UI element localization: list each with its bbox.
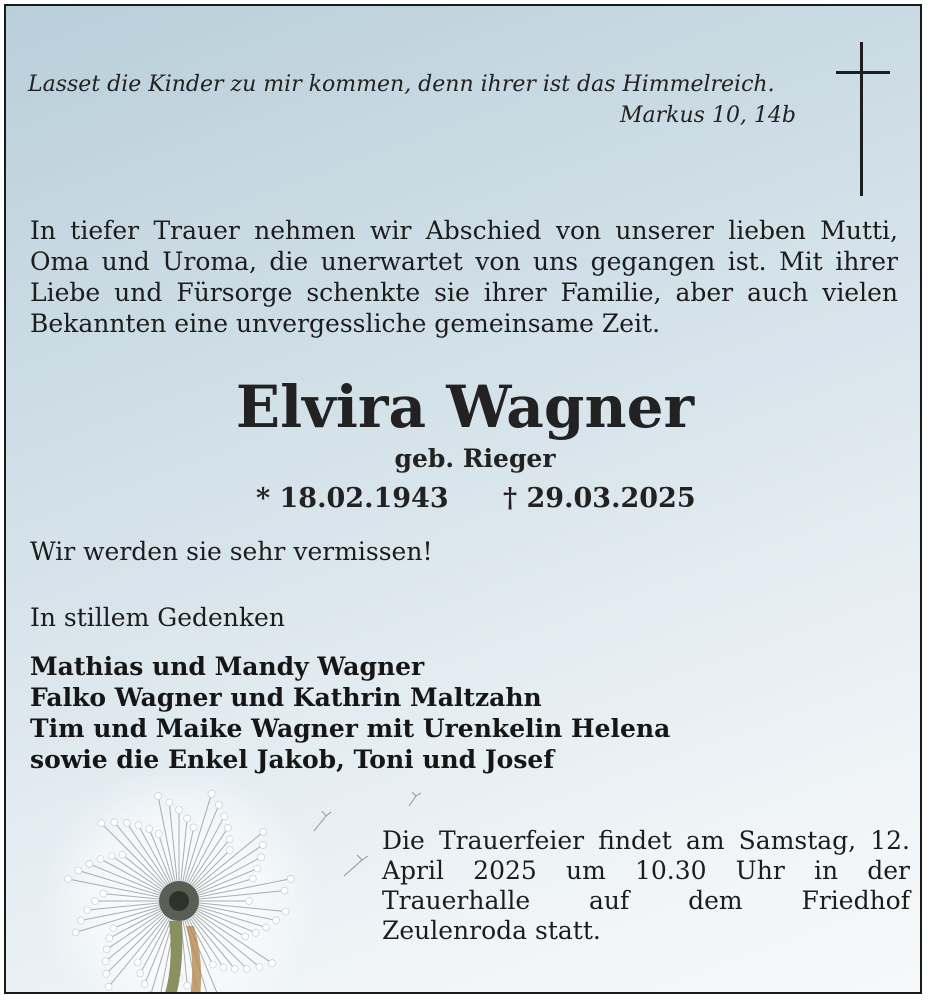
closing-line: Wir werden sie sehr vermissen! xyxy=(30,537,433,566)
dandelion-seed-tuft xyxy=(281,887,288,894)
dandelion-seed-tuft xyxy=(282,908,289,915)
dandelion-seed-tuft xyxy=(103,970,110,977)
mourning-intro: In tiefer Trauer nehmen wir Abschied von unserer lieben Mutti, Oma und Uroma, die unerwartet von uns gegangen ist. Mit ihrer Liebe und Fürsorge schenkte sie ihrer Familie, aber auch vielen Bekannten eine unvergessliche gemeinsame Zeit. xyxy=(30,216,898,338)
dandelion-seed-tuft xyxy=(103,946,110,953)
funeral-service-info: Die Trauerfeier findet am Samstag, 12. April 2025 um 10.30 Uhr in der Trauerhalle auf dem Friedhof Zeulenroda statt. xyxy=(382,826,910,945)
cross-icon xyxy=(834,42,890,196)
dandelion-seed-tuft xyxy=(77,917,84,924)
dandelion-seed-tuft xyxy=(231,966,238,973)
bible-verse-reference: Markus 10, 14b xyxy=(620,103,796,128)
dandelion-seed-tuft xyxy=(110,925,117,932)
dandelion-seed-tuft xyxy=(166,799,173,806)
dandelion-seed-tuft xyxy=(100,890,107,897)
bible-verse: Lasset die Kinder zu mir kommen, denn ihrer ist das Himmelreich. xyxy=(28,72,775,97)
mourner-line: Falko Wagner und Kathrin Maltzahn xyxy=(30,683,542,712)
dandelion-seed-tuft xyxy=(220,964,227,971)
dandelion-seed-tuft xyxy=(260,828,267,835)
mourner-line: Mathias und Mandy Wagner xyxy=(30,652,425,681)
mourner-list xyxy=(30,651,670,775)
dandelion-seed-tuft xyxy=(221,813,228,820)
dandelion-image xyxy=(14,776,434,994)
dandelion-seed-tuft xyxy=(243,965,250,972)
dandelion-seed-tuft xyxy=(84,907,91,914)
dandelion-seed-tuft xyxy=(135,822,142,829)
dandelion-seed-tuft xyxy=(215,801,222,808)
dandelion-seed-tuft xyxy=(75,867,82,874)
death-date: † 29.03.2025 xyxy=(503,483,696,514)
dandelion-seed-tuft xyxy=(134,959,141,966)
dandelion-seed-tuft xyxy=(92,898,99,905)
dandelion-seed-tuft xyxy=(258,854,265,861)
dandelion-seed-tuft xyxy=(263,924,270,931)
dandelion-seed-tuft xyxy=(155,831,162,838)
dandelion-seed-tuft xyxy=(256,964,263,971)
dandelion-seed-tuft xyxy=(86,860,93,867)
dandelion-seed-tuft xyxy=(209,961,216,968)
dandelion-seed-tuft xyxy=(260,841,267,848)
mourner-line: Tim und Maike Wagner mit Urenkelin Helena xyxy=(30,714,671,743)
dandelion-seed-tuft xyxy=(224,824,231,831)
dandelion-seed-tuft xyxy=(119,851,126,858)
dandelion-seed-tuft xyxy=(105,983,112,990)
dandelion-seed-tuft xyxy=(98,820,105,827)
dandelion-seed-tuft xyxy=(273,917,280,924)
dandelion-seed-tuft xyxy=(137,970,144,977)
dandelion-seed-tuft xyxy=(106,935,113,942)
dandelion-seed-tuft xyxy=(108,853,115,860)
birth-date: * 18.02.1943 xyxy=(256,483,449,514)
mourner-line: sowie die Enkel Jakob, Toni und Josef xyxy=(30,745,555,774)
birth-name: geb. Rieger xyxy=(394,444,556,473)
dandelion-seed-tuft xyxy=(269,960,276,967)
dandelion-seed-tuft xyxy=(287,875,294,882)
dandelion-seed-tuft xyxy=(123,819,130,826)
obituary-notice xyxy=(4,4,922,994)
dandelion-seed-tuft xyxy=(65,876,72,883)
dandelion-seed-tuft xyxy=(155,793,162,800)
dandelion-seed-tuft xyxy=(176,807,183,814)
dandelion-seed-tuft xyxy=(111,819,118,826)
deceased-name: Elvira Wagner xyxy=(235,373,695,441)
dandelion-seed-tuft xyxy=(184,815,191,822)
dandelion-seed-tuft xyxy=(226,836,233,843)
dandelion-seed-tuft xyxy=(226,847,233,854)
dandelion-seed-tuft xyxy=(190,824,197,831)
dandelion-seed-tuft xyxy=(97,856,104,863)
dandelion-seed-tuft xyxy=(252,929,259,936)
dandelion-seed-tuft xyxy=(102,958,109,965)
dandelion-seed-tuft xyxy=(242,933,249,940)
dandelion-seed-tuft xyxy=(72,929,79,936)
dandelion-seed-tuft xyxy=(249,875,256,882)
dandelion-seed-tuft xyxy=(146,825,153,832)
dandelion-seed-tuft xyxy=(246,898,253,905)
dandelion-seed-tuft xyxy=(141,981,148,988)
dandelion-seed-tuft xyxy=(184,982,191,989)
dandelion-seed-tuft xyxy=(208,790,215,797)
dandelion-seed-tuft xyxy=(254,865,261,872)
memory-line: In stillem Gedenken xyxy=(30,603,285,632)
